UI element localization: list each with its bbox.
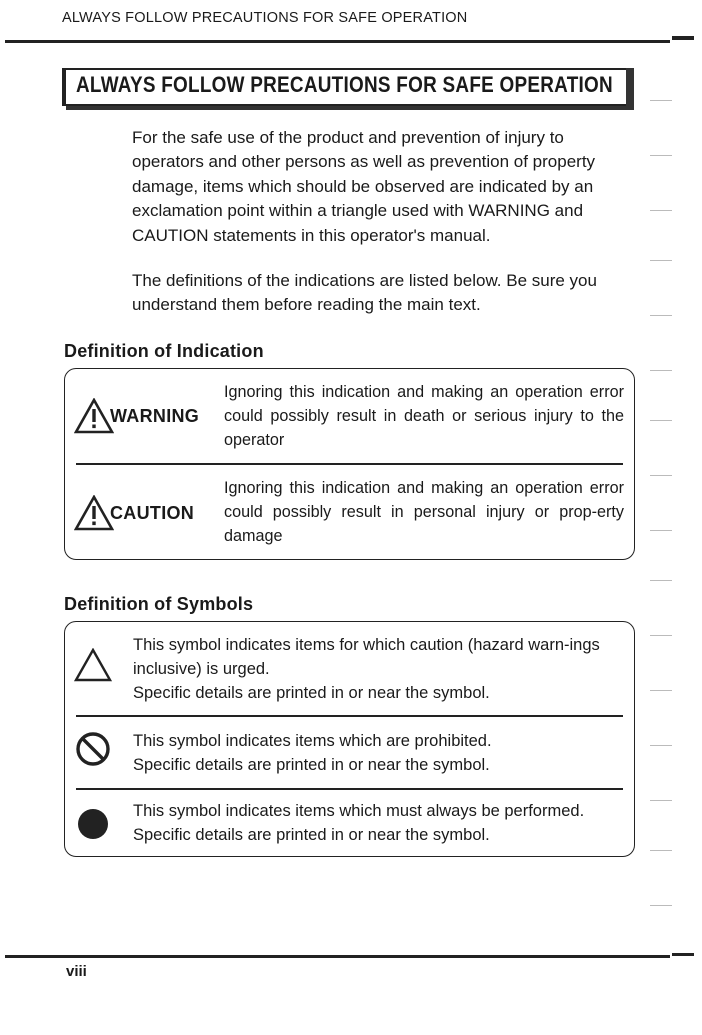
warning-triangle-icon: [74, 398, 114, 434]
warning-description: Ignoring this indication and making an operation error could possibly result in death or serious injury to the operator: [224, 383, 624, 449]
page-title: ALWAYS FOLLOW PRECAUTIONS FOR SAFE OPERATION: [76, 72, 613, 97]
symbols-divider-1: [76, 715, 623, 717]
indication-heading: Definition of Indication: [64, 341, 264, 361]
symbol-3-line2: Specific details are printed in or near the symbol.: [133, 826, 490, 844]
caution-label-group: [74, 495, 194, 531]
symbol-2-text: [133, 729, 625, 777]
margin-marks: [650, 80, 680, 940]
top-rule: [5, 40, 670, 43]
symbol-1-line2: Specific details are printed in or near the symbol.: [133, 684, 490, 702]
warning-label-group: [74, 398, 199, 434]
filled-circle-icon: [76, 807, 110, 841]
symbol-3-line1: This symbol indicates items which must always be performed.: [133, 802, 585, 820]
indication-divider: [76, 463, 623, 465]
warning-label: WARNING: [110, 405, 200, 426]
triangle-icon: [74, 648, 112, 682]
top-rule-end: [672, 36, 694, 40]
caution-label: CAUTION: [110, 502, 195, 523]
symbol-2-line1: This symbol indicates items which are prohibited.: [133, 732, 492, 750]
caution-triangle-icon: [74, 495, 114, 531]
intro-paragraph-2: The definitions of the indications are listed below. Be sure you understand them before reading the main text.: [132, 271, 597, 315]
symbol-3-text: [133, 799, 625, 847]
title-bar-accent: [62, 68, 66, 106]
symbol-1-text: [133, 633, 625, 705]
page-number: viii: [66, 963, 87, 980]
symbols-divider-2: [76, 788, 623, 790]
symbols-heading: Definition of Symbols: [64, 594, 254, 614]
caution-description: Ignoring this indication and making an operation error could possibly result in personal injury or prop-erty damage: [224, 479, 624, 545]
bottom-rule: [5, 955, 670, 958]
intro-paragraph-1: For the safe use of the product and prevention of injury to operators and other persons as well as prevention of property damage, items which should be observed are indicated by an exclamation point within a triangle used with WARNING and CAUTION statements in this operator's manual.: [132, 128, 596, 245]
symbol-1-line1: This symbol indicates items for which caution (hazard warn-ings inclusive) is urged.: [133, 636, 600, 678]
bottom-rule-end: [672, 953, 694, 956]
prohibited-icon: [75, 731, 111, 767]
symbol-2-line2: Specific details are printed in or near the symbol.: [133, 756, 490, 774]
running-head: ALWAYS FOLLOW PRECAUTIONS FOR SAFE OPERATION: [62, 10, 468, 26]
title-shade: [626, 68, 634, 108]
